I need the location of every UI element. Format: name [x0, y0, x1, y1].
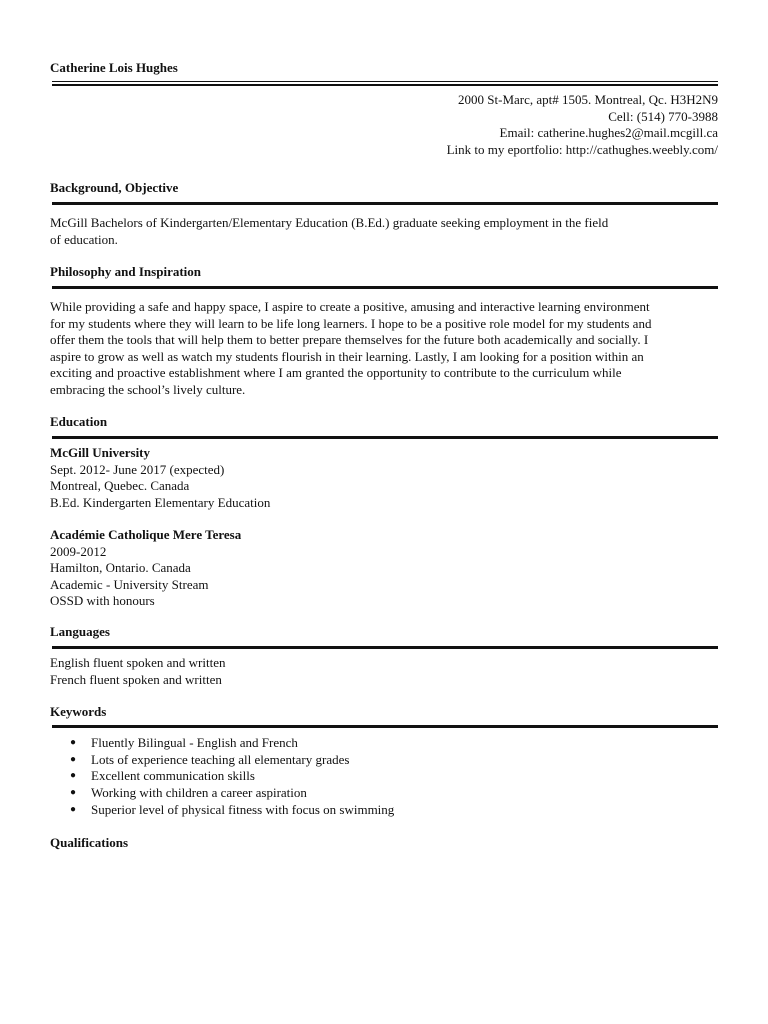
contact-cell: Cell: (514) 770-3988: [608, 108, 718, 124]
education-line: B.Ed. Kindergarten Elementary Education: [50, 494, 271, 510]
education-school: Académie Catholique Mere Teresa: [50, 527, 242, 542]
keyword-item: [70, 768, 394, 785]
section-rule-languages: [52, 646, 718, 649]
candidate-name: Catherine Lois Hughes: [50, 60, 178, 75]
language-line: English fluent spoken and written: [50, 655, 226, 670]
education-school: McGill University: [50, 445, 151, 460]
section-title-languages: Languages: [50, 624, 110, 639]
keyword-text: Fluently Bilingual - English and French: [91, 735, 298, 750]
background-line: of education.: [50, 231, 118, 247]
section-rule-education: [52, 436, 718, 439]
contact-info: [218, 92, 718, 159]
education-entry-mcgill: [50, 445, 716, 511]
bullet-icon: ●: [70, 787, 77, 799]
education-line: Montreal, Quebec. Canada: [50, 478, 190, 493]
keyword-item: [70, 735, 394, 752]
contact-email: Email: catherine.hughes2@mail.mcgill.ca: [499, 125, 718, 141]
bullet-icon: ●: [70, 770, 77, 782]
bullet-icon: ●: [70, 737, 77, 748]
section-title-qualifications: Qualifications: [50, 835, 129, 850]
keywords-list: [70, 735, 394, 818]
section-title-background: Background, Objective: [50, 180, 179, 195]
bullet-icon: ●: [70, 803, 77, 815]
keyword-text: Excellent communication skills: [91, 768, 255, 784]
keyword-text: Superior level of physical fitness with focus on swimming: [91, 801, 395, 817]
education-line: OSSD with honours: [50, 593, 155, 608]
keyword-item: [70, 752, 394, 769]
background-line: McGill Bachelors of Kindergarten/Elementary Education (B.Ed.) graduate seeking employment in the field: [50, 215, 609, 230]
philosophy-line: for my students where they will learn to be life long learners. I hope to be a positive role model for my students and: [50, 315, 652, 331]
philosophy-line: offer them the tools that will help them to better prepare themselves for the future both academically and socially. I: [50, 332, 649, 347]
contact-eportfolio-link[interactable]: Link to my eportfolio: http://cathughes.weebly.com/: [446, 142, 718, 158]
education-line: Academic - University Stream: [50, 576, 209, 592]
header-double-rule: [52, 81, 718, 86]
background-text: [50, 215, 718, 248]
contact-address: 2000 St-Marc, apt# 1505. Montreal, Qc. H3H2N9: [458, 92, 718, 107]
section-rule-philosophy: [52, 286, 718, 289]
philosophy-line: exciting and proactive establishment where I am granted the opportunity to contribute to the curriculum while: [50, 365, 622, 380]
philosophy-line: aspire to grow as well as watch my students flourish in their learning. Lastly, I am looking for a position within an: [50, 348, 644, 364]
education-line: Sept. 2012- June 2017 (expected): [50, 461, 225, 477]
keyword-text: Working with children a career aspiration: [91, 785, 307, 801]
education-line: Hamilton, Ontario. Canada: [50, 560, 191, 575]
education-line: 2009-2012: [50, 543, 107, 559]
keyword-item: [70, 802, 394, 819]
keyword-text: Lots of experience teaching all elementary grades: [91, 751, 350, 767]
philosophy-text: [50, 299, 718, 398]
philosophy-line: embracing the school’s lively culture.: [50, 381, 246, 397]
section-title-keywords: Keywords: [50, 704, 107, 719]
keyword-item: [70, 785, 394, 802]
languages-list: [50, 655, 716, 688]
section-rule-keywords: [52, 725, 718, 728]
philosophy-line: While providing a safe and happy space, I aspire to create a positive, amusing and interactive learning environment: [50, 299, 650, 314]
language-line: French fluent spoken and written: [50, 671, 222, 687]
section-rule-background: [52, 202, 718, 205]
section-title-philosophy: Philosophy and Inspiration: [50, 264, 202, 279]
bullet-icon: ●: [70, 753, 77, 765]
section-title-education: Education: [50, 414, 108, 429]
education-entry-academie: [50, 527, 716, 610]
